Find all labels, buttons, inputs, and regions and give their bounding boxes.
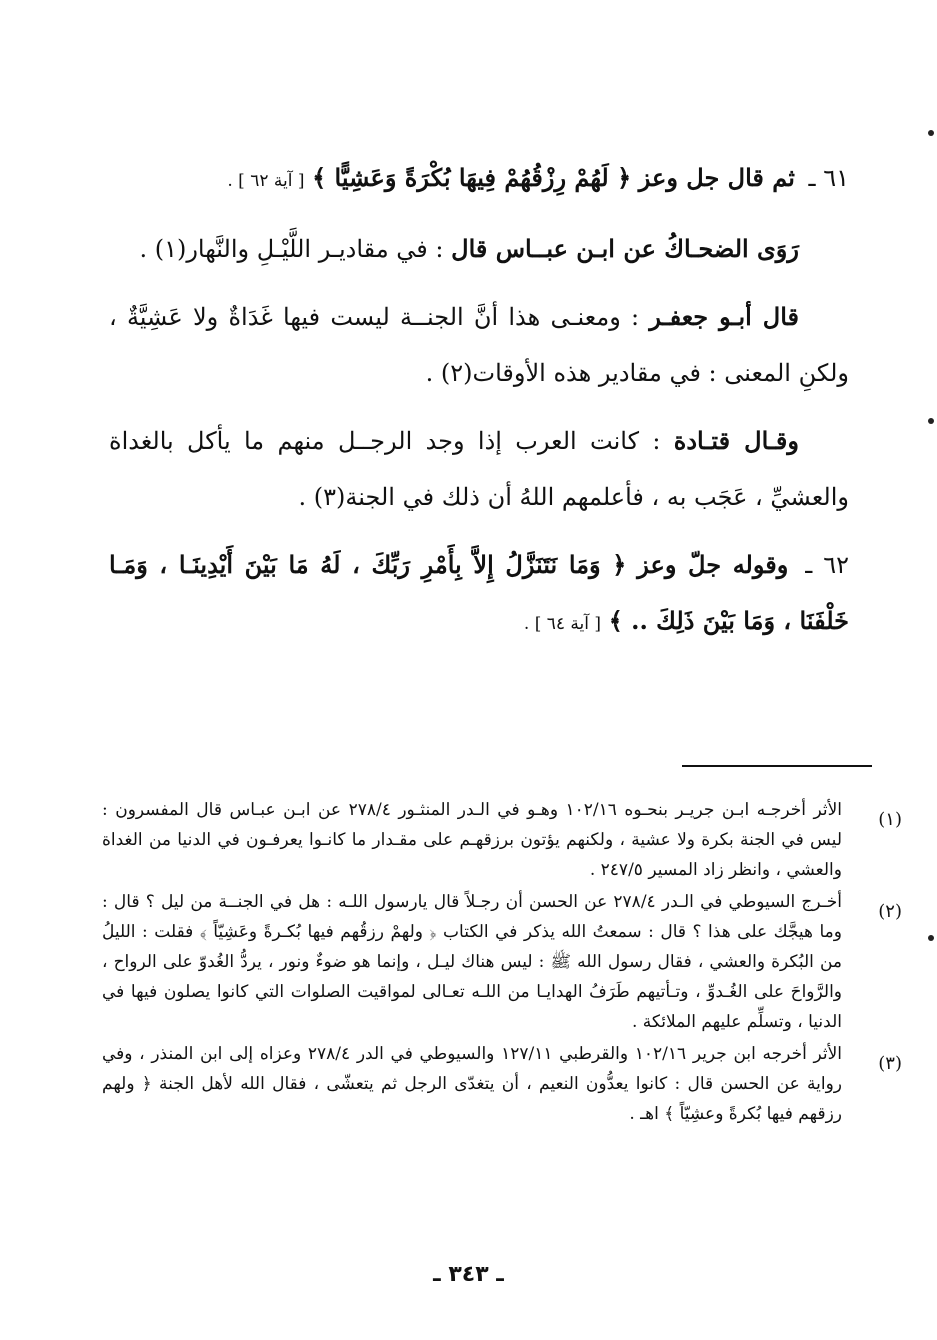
scan-mark xyxy=(928,935,934,941)
quran-verse: ﴿ وَمَا نَتَنَزَّلُ إِلاَّ بِأَمْرِ رَبِّكَ ، لَهُ مَا بَيْنَ أَيْدِينَـا ، وَمَـا خَلْفَنَا ، وَمَا بَيْنَ ذَلِكَ .. ﴾ xyxy=(109,550,849,635)
paragraph-61-comment xyxy=(109,289,849,401)
footnote-divider xyxy=(682,765,872,767)
scan-mark xyxy=(928,418,934,424)
entry-number: ٦٢ ـ xyxy=(805,551,849,579)
footnote-2 xyxy=(102,887,902,1037)
author-name: قال أبـو جعفـر xyxy=(649,302,799,331)
entry-number: ٦١ ـ xyxy=(808,164,849,192)
main-text xyxy=(109,150,849,664)
narrator-name: وقـال قتـادة xyxy=(673,426,799,455)
paragraph-61 xyxy=(109,150,849,209)
scan-mark xyxy=(928,130,934,136)
verse-reference: [ آية ٦٤ ] . xyxy=(523,614,602,634)
footnote-text: أخـرج السيوطي في الـدر ٢٧٨/٤ عن الحسن أن رجـلاً قال يارسول اللـه : هل في الجنــة من ليل ؟ قال : وما هيجَّك على هذا ؟ قال : سمعتُ الله يذكر في الكتاب ﴿ ولهمْ رزقُهم فيها بُكـرةً وعَشِيّاً ﴾ فقلت : الليلُ من البُكرة والعشي ، فقال رسول الله ﷺ : ليس هناك ليـل ، وإنما هو ضوءٌ ونور ، يردُّ الغُدوّ على الرواح ، والرَّواحَ على الغُـدوِّ ، وتـأتيهم طَرَفُ الهدايـا من اللـه تعـالى لمواقيت الصلوات التي كانوا يصلون فيها في الدنيا ، وتسلِّم عليهم الملائكة . xyxy=(102,892,842,1032)
paragraph-61-qatada xyxy=(109,413,849,525)
lead-text: وقوله جلّ وعز xyxy=(637,550,789,579)
footnote-1 xyxy=(102,795,902,885)
footnote-3 xyxy=(102,1039,902,1129)
footnotes xyxy=(102,795,902,1131)
quran-verse: ﴿ لَهُمْ رِزْقُهُمْ فِيهَا بُكْرَةً وَعَشِيًّا ﴾ xyxy=(312,163,632,192)
paragraph-62 xyxy=(109,537,849,652)
narration-text: : في مقاديـر اللَّيْـلِ والنَّهار(١) . xyxy=(139,235,444,263)
footnote-number: (٢) xyxy=(878,901,902,922)
narrator-text: رَوَى الضحـاكُ عن ابـن عبــاس قال xyxy=(451,234,799,263)
lead-text: ثم قال جل وعز xyxy=(638,163,795,192)
footnote-number: (١) xyxy=(878,809,902,830)
footnote-text: الأثر أخرجه ابن جرير ١٠٢/١٦ والقرطبي ١٢٧/١١ والسيوطي في الدر ٢٧٨/٤ وعزاه إلى ابن المنذر ، وفي رواية عن الحسن قال : كانوا يعدُّون النعيم ، أن يتغدّى الرجل ثم يتعشّى ، فقال الله لأهل الجنة ﴿ ولهم رزقهم فيها بُكرةً وعشِيّاً ﴾ اهـ . xyxy=(102,1044,843,1124)
qatada-text: : كانت العرب إذا وجد الرجــل منهم ما يأكل بالغداة والعشيِّ ، عَجَب به ، فأعلمهم اللهُ أن ذلك في الجنة(٣) . xyxy=(109,427,849,511)
comment-text: : ومعنـى هذا أنَّ الجنــة ليست فيها غَدَاةٌ ولا عَشِيَّةٌ ، ولكنِ المعنى : في مقادير هذه الأوقات(٢) . xyxy=(109,303,849,387)
footnote-text: الأثر أخرجـه ابـن جريـر بنحـوه ١٠٢/١٦ وهـو في الـدر المنثـور ٢٧٨/٤ عن ابـن عبـاس قال المفسرون : ليس في الجنة بكرة ولا عشية ، ولكنهم يؤتون برزقهـم على مقـدار ما كانـوا يعرفـون في الدنيا من الغداة والعشي ، وانظر زاد المسير ٢٤٧/٥ . xyxy=(102,800,843,880)
page-number: ـ ٣٤٣ ـ xyxy=(433,1262,504,1287)
verse-reference: [ آية ٦٢ ] . xyxy=(227,171,305,191)
footnote-number: (٣) xyxy=(878,1053,902,1074)
paragraph-61-narration xyxy=(109,221,849,277)
